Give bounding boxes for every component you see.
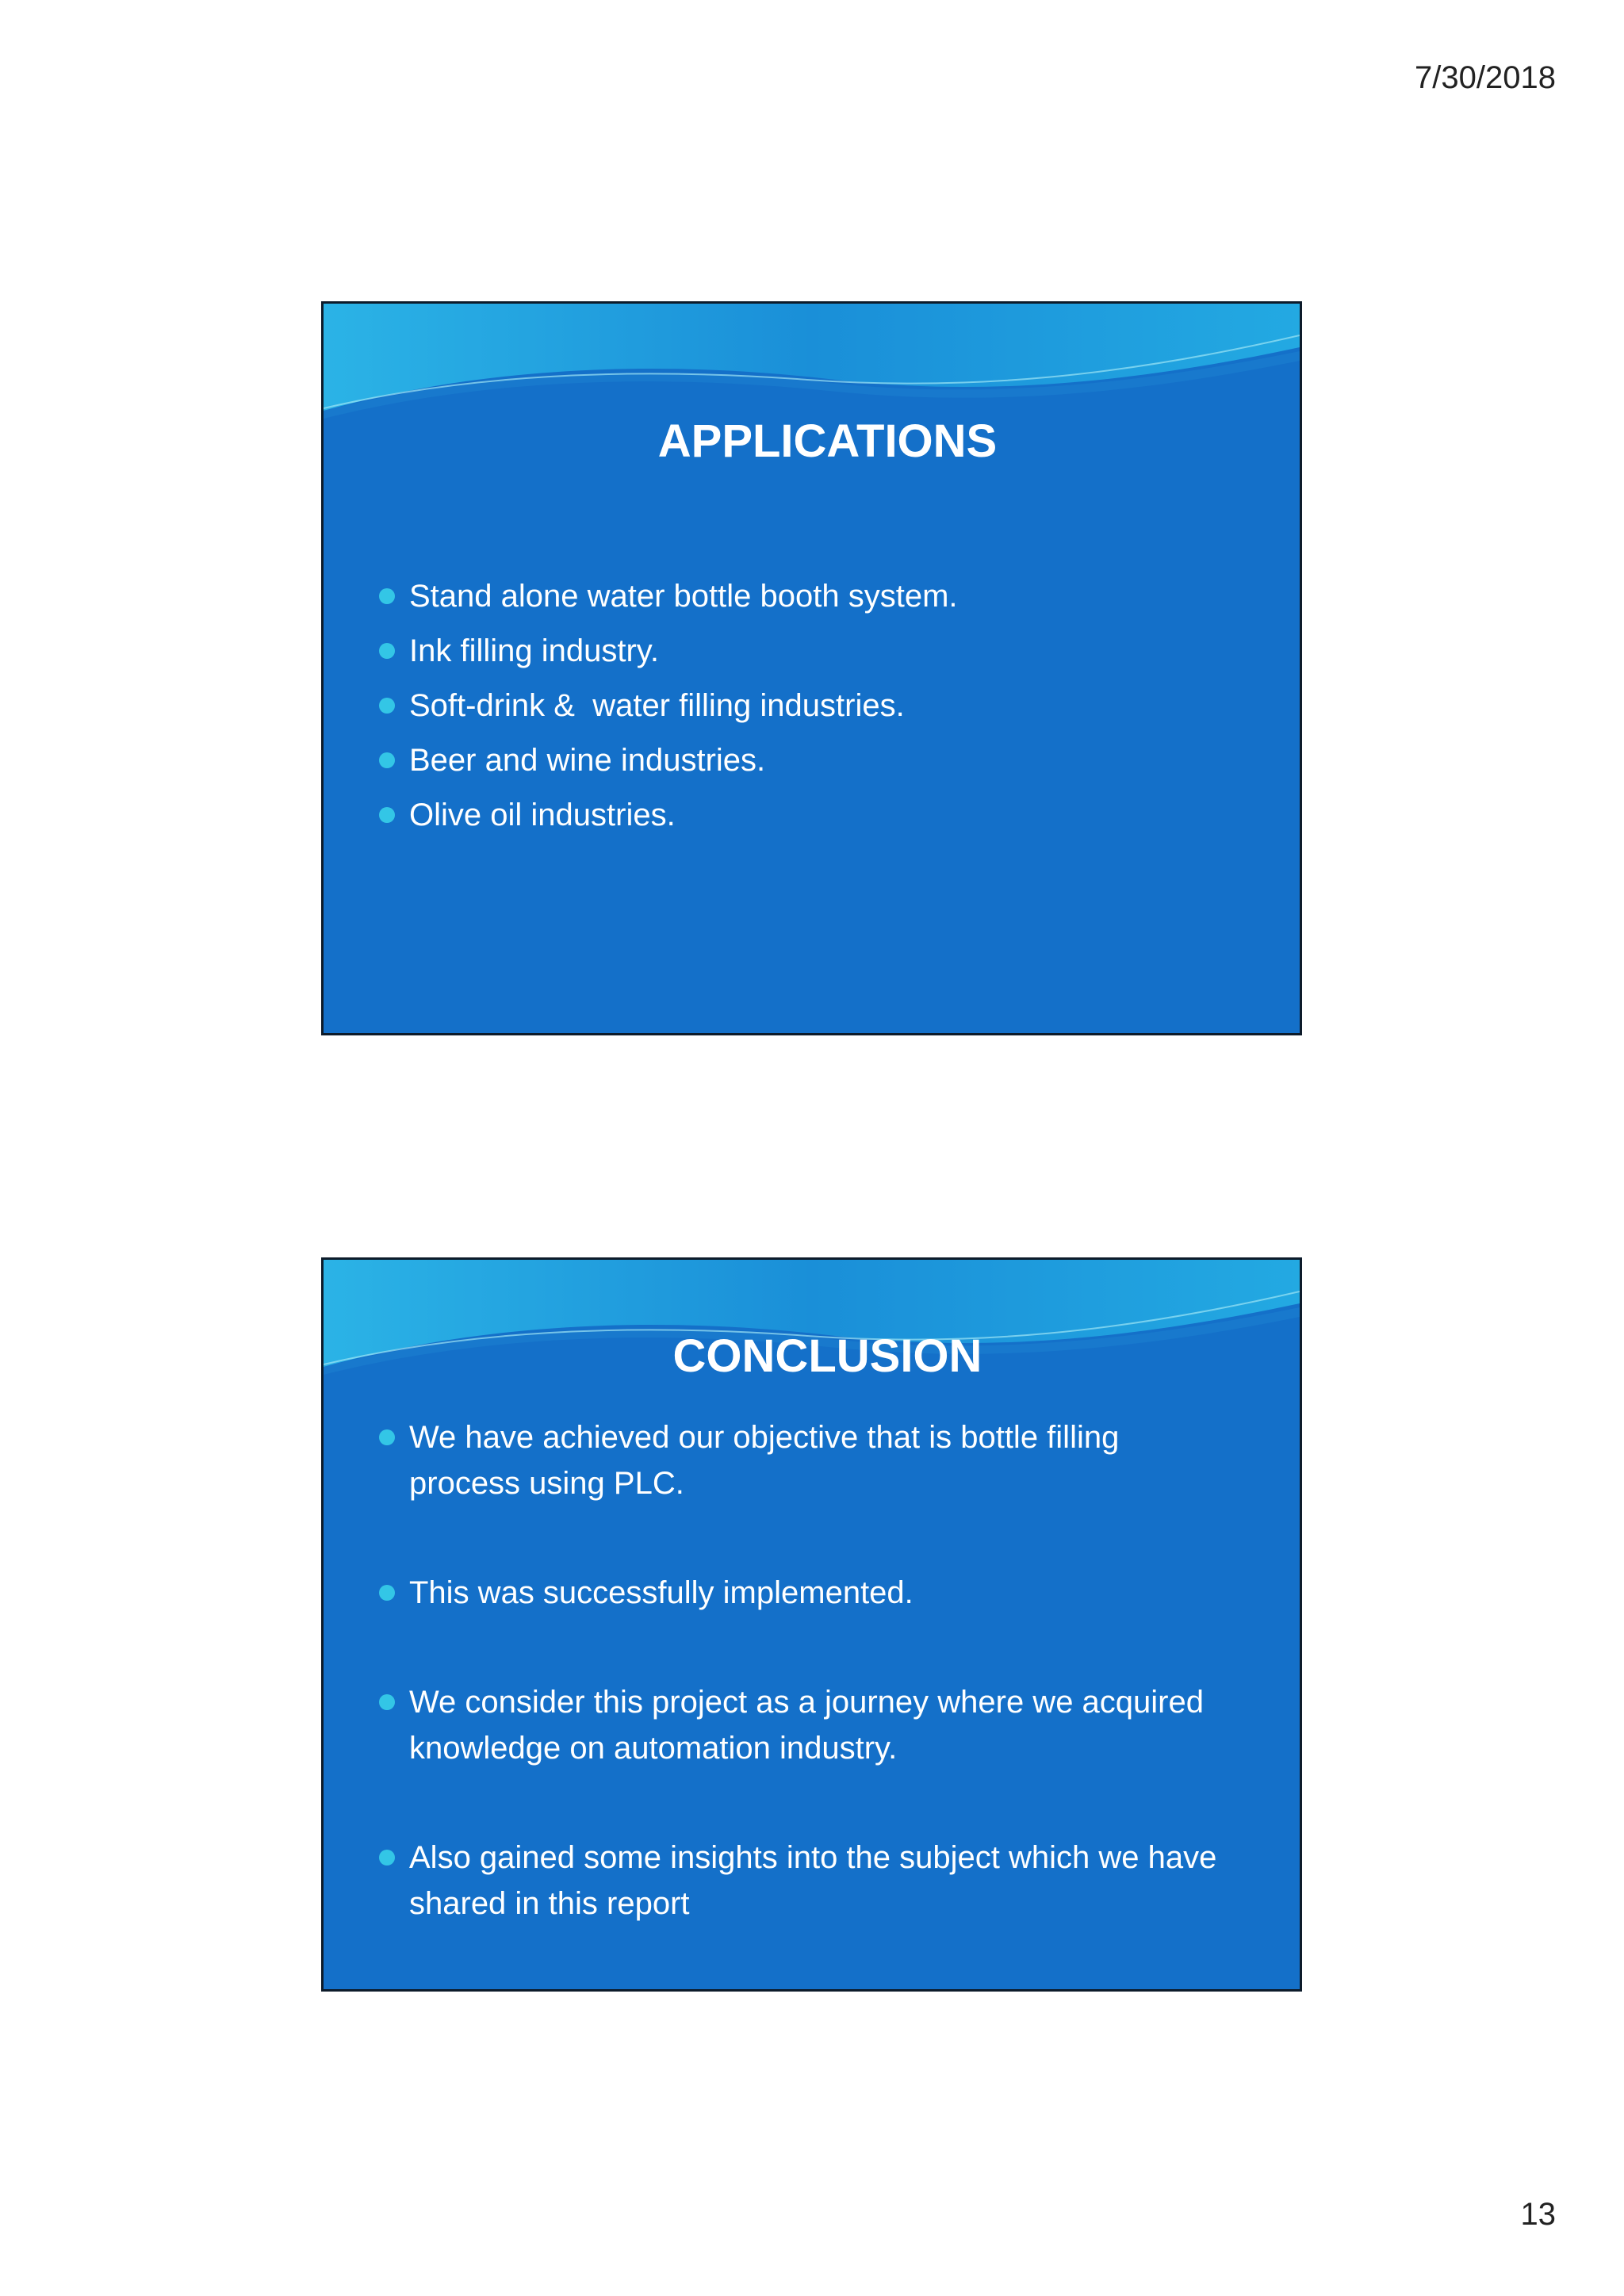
bullet-dot-icon <box>379 1429 395 1445</box>
list-item: Beer and wine industries. <box>379 733 1236 788</box>
bullet-dot-icon <box>379 807 395 823</box>
slide-title: CONCLUSION <box>672 1330 982 1382</box>
bullet-dot-icon <box>379 698 395 714</box>
bullet-dot-icon <box>379 588 395 604</box>
list-item: We consider this project as a journey where we acquired knowledge on automation industry. <box>379 1679 1236 1771</box>
list-item: This was successfully implemented. <box>379 1570 1236 1616</box>
list-item: Stand alone water bottle booth system. <box>379 569 1236 624</box>
page-number: 13 <box>1520 2197 1556 2232</box>
wave-header-decoration <box>324 304 1300 423</box>
slide-conclusion <box>321 1257 1302 1992</box>
list-item: Soft-drink & water filling industries. <box>379 679 1236 733</box>
slide-applications <box>321 301 1302 1035</box>
list-item: Also gained some insights into the subject which we have shared in this report <box>379 1835 1236 1927</box>
bullet-dot-icon <box>379 1694 395 1710</box>
list-item: Olive oil industries. <box>379 788 1236 843</box>
page-date: 7/30/2018 <box>1415 60 1556 95</box>
list-item: Ink filling industry. <box>379 624 1236 679</box>
bullet-dot-icon <box>379 1850 395 1866</box>
slide-title: APPLICATIONS <box>657 415 998 467</box>
bullet-dot-icon <box>379 643 395 659</box>
bullet-dot-icon <box>379 1585 395 1601</box>
bullet-dot-icon <box>379 752 395 768</box>
bullet-list <box>379 1414 1236 1990</box>
list-item: We have achieved our objective that is bottle filling process using PLC. <box>379 1414 1236 1506</box>
bullet-list <box>379 569 1236 843</box>
